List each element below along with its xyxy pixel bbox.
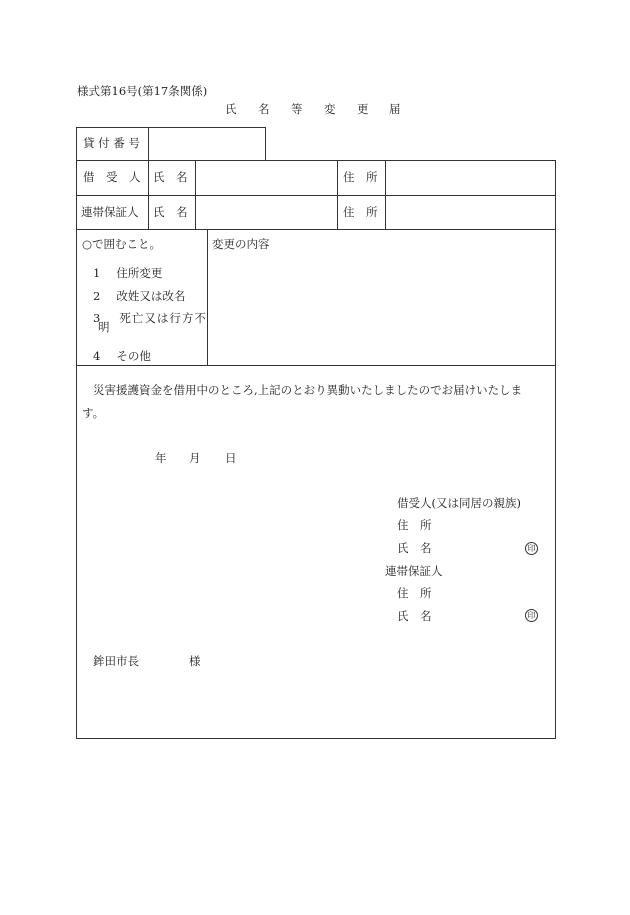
- guarantor-address-label: 住 所: [343, 205, 378, 219]
- option-text: 住所変更: [116, 266, 163, 280]
- option-number: 4: [93, 349, 101, 363]
- borrower-signature-address-label: 住 所: [397, 518, 432, 532]
- seal-icon: 印: [525, 609, 538, 622]
- guarantor-name-label: 氏 名: [153, 205, 188, 219]
- declaration-text: 災害援護資金を借用中のところ,上記のとおり異動いたしましたのでお届けいたしま: [93, 383, 523, 397]
- divider: [148, 160, 149, 229]
- title-char: 氏: [225, 102, 237, 116]
- divider: [76, 365, 556, 366]
- option-number: 3: [93, 311, 101, 325]
- declaration-text-continued: す。: [82, 406, 105, 420]
- title-char: 更: [357, 102, 369, 116]
- honorific: 様: [189, 654, 201, 668]
- form-number: 様式第16号(第17条関係): [77, 84, 208, 98]
- option-item[interactable]: [93, 285, 185, 304]
- option-text-continued: 明: [98, 320, 110, 334]
- date-day-label: 日: [225, 451, 237, 465]
- addressee: 鉾田市長: [93, 654, 139, 668]
- circle-instruction: ○で囲むこと。: [82, 237, 162, 251]
- loan-number-label: 貸 付 番 号: [83, 136, 140, 150]
- borrower-signature-heading: 借受人(又は同居の親族): [397, 496, 521, 510]
- change-details-label: 変更の内容: [212, 237, 270, 251]
- guarantor-signature-name-label: 氏 名: [397, 609, 432, 623]
- option-number: 1: [93, 266, 101, 280]
- divider: [76, 229, 556, 230]
- title-char: 名: [258, 102, 270, 116]
- divider: [337, 160, 338, 229]
- option-text: 改姓又は改名: [116, 289, 186, 303]
- option-number: 2: [93, 289, 101, 303]
- option-item[interactable]: [93, 345, 151, 364]
- borrower-address-label: 住 所: [343, 170, 378, 184]
- seal-icon: 印: [525, 542, 538, 555]
- guarantor-signature-heading: 連帯保証人: [385, 564, 443, 578]
- guarantor-label: 連帯保証人: [81, 205, 139, 219]
- option-text: その他: [116, 349, 151, 363]
- borrower-label: 借 受 人: [83, 170, 141, 184]
- borrower-name-field[interactable]: [196, 161, 336, 194]
- title-char: 届: [389, 102, 401, 116]
- title-char: 等: [291, 102, 303, 116]
- title-char: 変: [324, 102, 336, 116]
- borrower-address-field[interactable]: [386, 161, 555, 194]
- loan-number-field[interactable]: [149, 128, 265, 160]
- option-text: 死亡又は行方不: [119, 311, 207, 325]
- borrower-name-label: 氏 名: [153, 170, 188, 184]
- option-item[interactable]: [93, 307, 207, 326]
- guarantor-name-field[interactable]: [196, 196, 336, 228]
- option-item[interactable]: [93, 262, 162, 281]
- guarantor-address-field[interactable]: [386, 196, 555, 228]
- date-year-label: 年: [155, 451, 167, 465]
- date-month-label: 月: [189, 451, 201, 465]
- guarantor-signature-address-label: 住 所: [397, 586, 432, 600]
- borrower-signature-name-label: 氏 名: [397, 541, 432, 555]
- change-details-field[interactable]: [208, 255, 555, 364]
